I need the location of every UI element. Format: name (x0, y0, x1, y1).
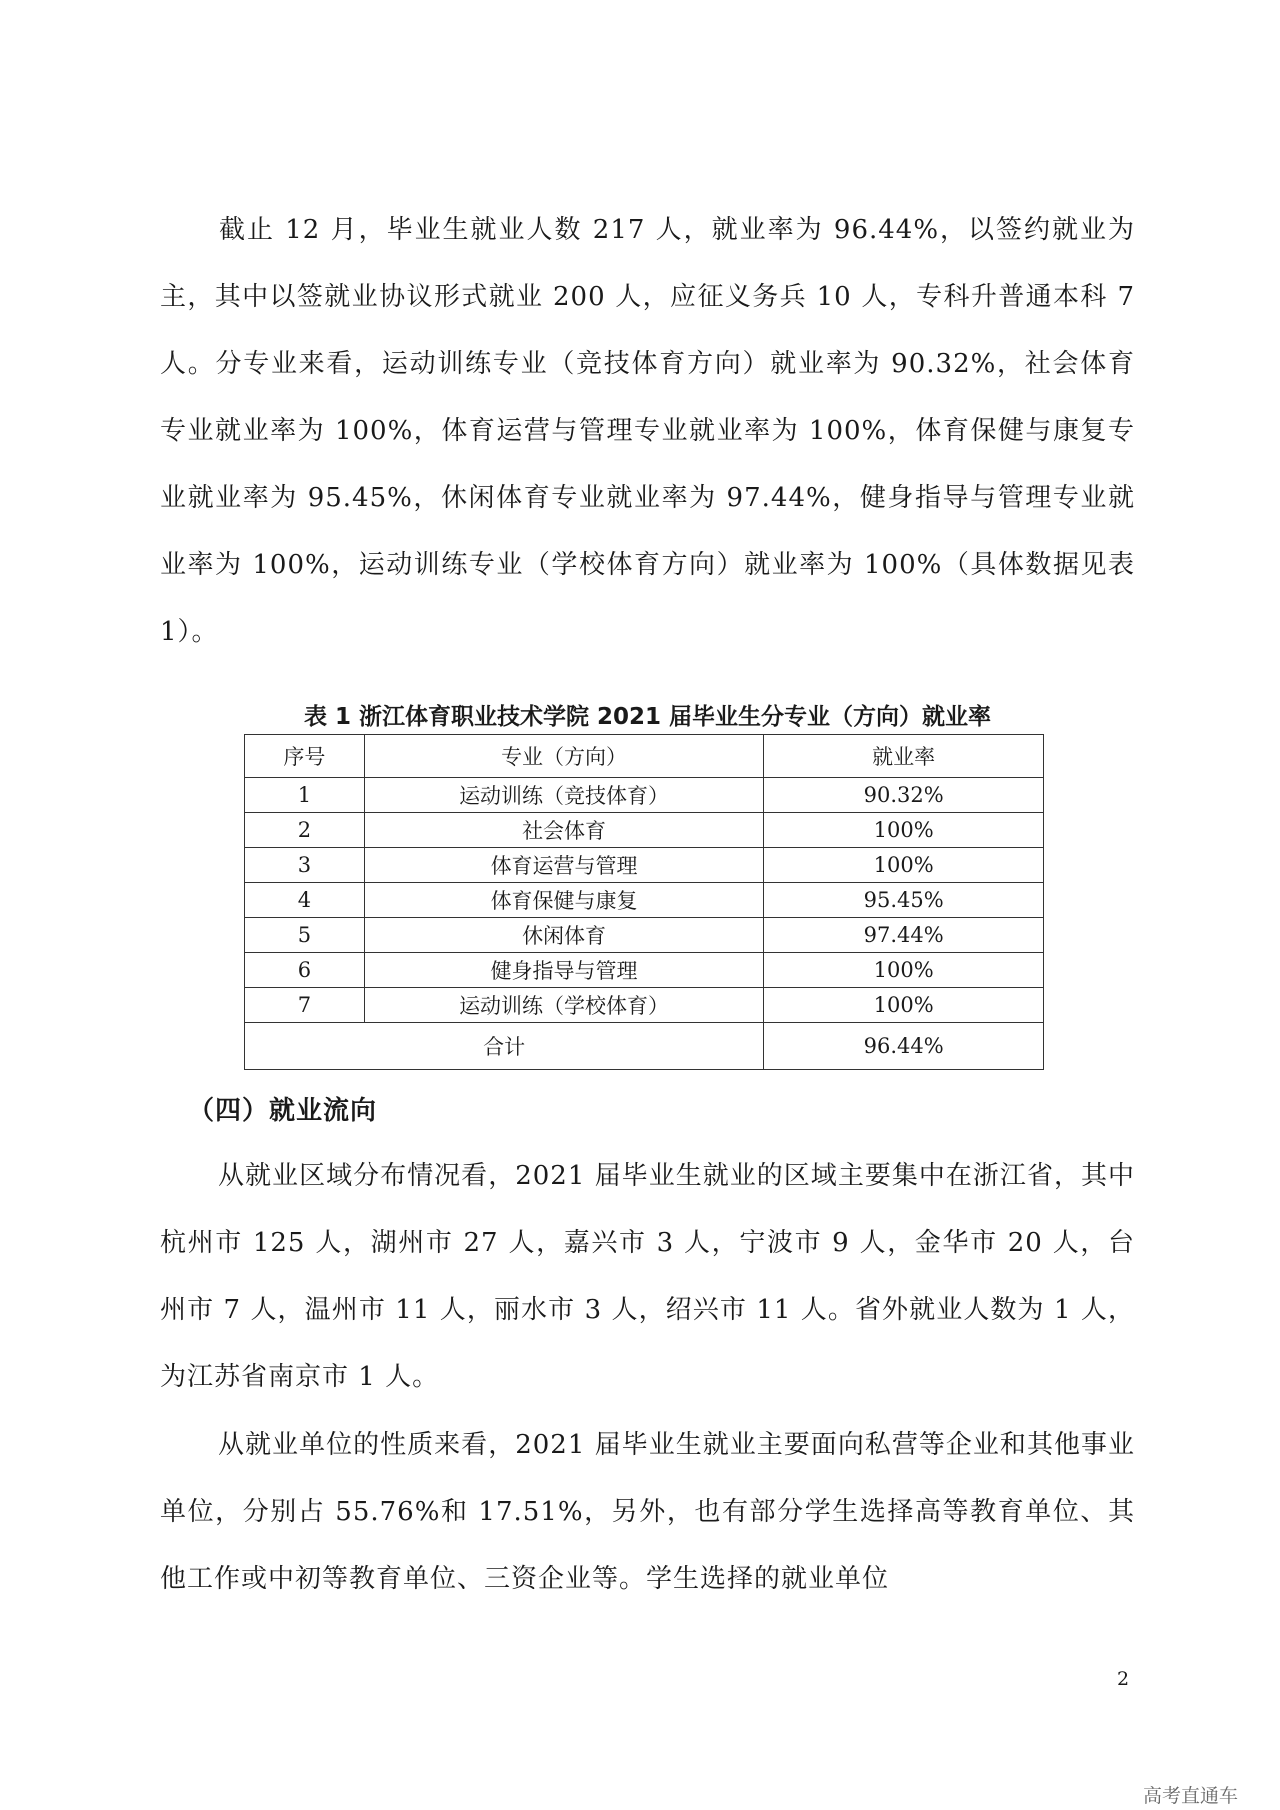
table-row (245, 918, 1044, 953)
row-index: 1 (245, 778, 365, 813)
section-heading: （四）就业流向 (188, 1096, 378, 1126)
table-row (245, 988, 1044, 1023)
total-rate: 96.44% (764, 1023, 1044, 1070)
row-rate: 100% (764, 813, 1044, 848)
row-major: 运动训练（学校体育） (364, 988, 763, 1023)
row-major: 健身指导与管理 (364, 953, 763, 988)
header-major: 专业（方向） (364, 735, 763, 778)
row-rate: 100% (764, 988, 1044, 1023)
row-index: 3 (245, 848, 365, 883)
row-major: 运动训练（竞技体育） (364, 778, 763, 813)
row-rate: 95.45% (764, 883, 1044, 918)
row-major: 休闲体育 (364, 918, 763, 953)
header-rate: 就业率 (764, 735, 1044, 778)
row-index: 2 (245, 813, 365, 848)
regional-distribution-paragraph (160, 1143, 1135, 1411)
table-row (245, 883, 1044, 918)
regional-distribution-text: 从就业区域分布情况看，2021 届毕业生就业的区域主要集中在浙江省，其中杭州市 125 人，湖州市 27 人，嘉兴市 3 人，宁波市 9 人，金华市 20 人，台州市 7 人，温州市 11 人，丽水市 3 人，绍兴市 11 人。省外就业人数为 1 人，为江苏省南京市 1 人。 (160, 1161, 1135, 1392)
total-label: 合计 (245, 1023, 764, 1070)
header-index: 序号 (245, 735, 365, 778)
row-index: 6 (245, 953, 365, 988)
row-rate: 97.44% (764, 918, 1044, 953)
table-header-row (245, 735, 1044, 778)
row-rate: 90.32% (764, 778, 1044, 813)
row-rate: 100% (764, 848, 1044, 883)
table-row (245, 848, 1044, 883)
row-index: 5 (245, 918, 365, 953)
row-index: 4 (245, 883, 365, 918)
table-row (245, 778, 1044, 813)
employer-nature-text: 从就业单位的性质来看，2021 届毕业生就业主要面向私营等企业和其他事业单位，分别占 55.76%和 17.51%，另外，也有部分学生选择高等教育单位、其他工作或中初等教育单位、三资企业等。学生选择的就业单位 (160, 1430, 1135, 1594)
watermark: 高考直通车 (1143, 1785, 1239, 1807)
page-number: 2 (1117, 1668, 1130, 1690)
row-rate: 100% (764, 953, 1044, 988)
row-major: 体育保健与康复 (364, 883, 763, 918)
table-total-row (245, 1023, 1044, 1070)
employment-summary-text: 截止 12 月，毕业生就业人数 217 人，就业率为 96.44%，以签约就业为主，其中以签就业协议形式就业 200 人，应征义务兵 10 人，专科升普通本科 7 人。分专业来看，运动训练专业（竞技体育方向）就业率为 90.32%，社会体育专业就业率为 100%，体育运营与管理专业就业率为 100%，体育保健与康复专业就业率为 95.45%，休闲体育专业就业率为 97.44%，健身指导与管理专业就业率为 100%，运动训练专业（学校体育方向）就业率为 100%（具体数据见表 1）。 (160, 215, 1135, 647)
row-major: 社会体育 (364, 813, 763, 848)
table-caption: 表 1 浙江体育职业技术学院 2021 届毕业生分专业（方向）就业率 (303, 704, 992, 730)
row-index: 7 (245, 988, 365, 1023)
table-row (245, 813, 1044, 848)
row-major: 体育运营与管理 (364, 848, 763, 883)
employment-summary-paragraph (160, 197, 1135, 666)
employment-rate-table (244, 734, 1044, 1070)
employer-nature-paragraph (160, 1412, 1135, 1613)
table-row (245, 953, 1044, 988)
